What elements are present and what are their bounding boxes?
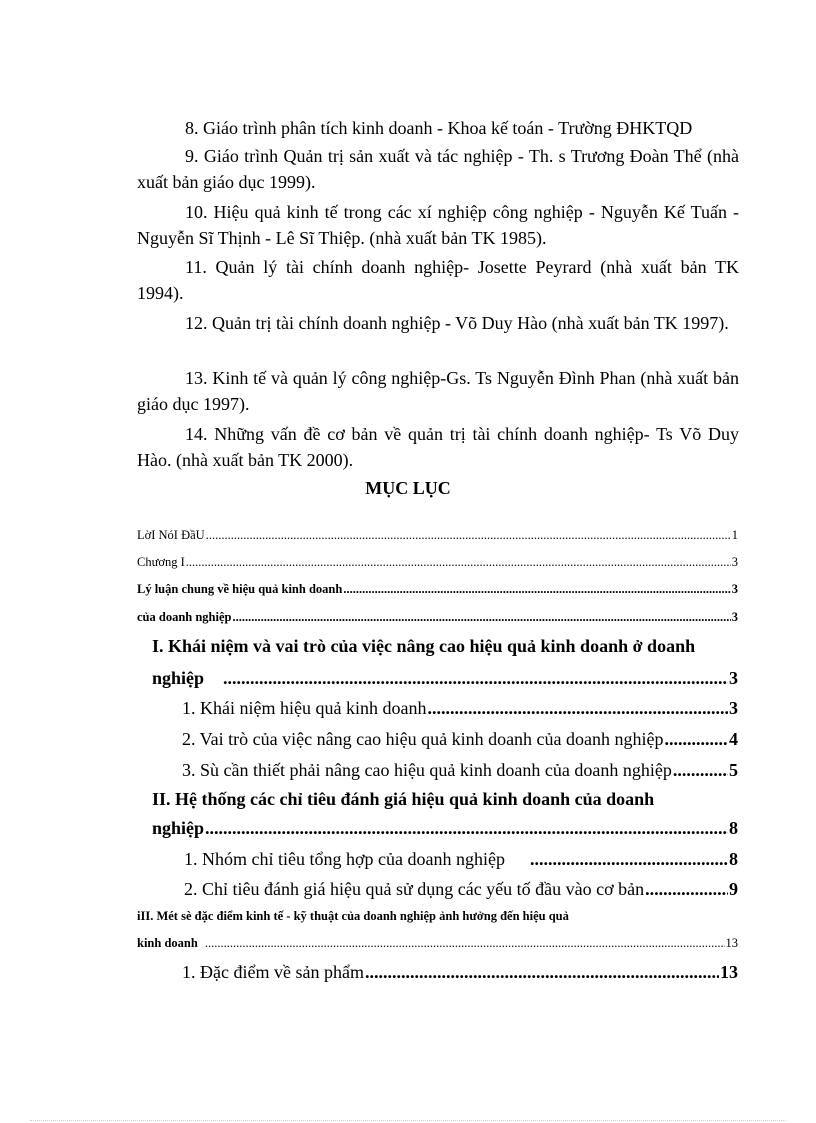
- toc-section-heading[interactable]: I. Khái niệm và vai trò của việc nâng cao hiệu quả kinh doanh ở doanh: [152, 636, 696, 656]
- toc-entry[interactable]: kinh doanh ..... 13: [137, 936, 738, 951]
- toc-entry[interactable]: nghiệp ..... 3: [152, 668, 738, 689]
- toc-entry[interactable]: 1. Đặc điểm về sản phẩm ..... 13: [182, 962, 738, 983]
- reference-item: 8. Giáo trình phân tích kinh doanh - Khoa kế toán - Trường ĐHKTQD: [185, 118, 693, 138]
- toc-entry[interactable]: 2. Vai trò của việc nâng cao hiệu quả kinh doanh của doanh nghiệp ..... 4: [182, 729, 738, 750]
- toc-section-heading[interactable]: II. Hệ thống các chỉ tiêu đánh giá hiệu quả kinh doanh của doanh: [152, 789, 655, 809]
- toc-entry[interactable]: Chương I ..... 3: [137, 555, 738, 570]
- toc-section-heading[interactable]: iII. Mét sè đặc điểm kinh tế - kỹ thuật của doanh nghiệp ảnh hưởng đến hiệu quả: [137, 909, 569, 923]
- reference-item: 9. Giáo trình Quản trị sản xuất và tác nghiệp - Th. s Trương Đoàn Thể (nhà xuất bản giáo dục 1999).: [137, 146, 739, 192]
- toc-entry[interactable]: LờI NóI ĐầU ..... 1: [137, 528, 738, 543]
- toc-entry[interactable]: 1. Nhóm chỉ tiêu tổng hợp của doanh nghiệp ..... 8: [184, 849, 738, 870]
- reference-item: 12. Quản trị tài chính doanh nghiệp - Võ Duy Hào (nhà xuất bản TK 1997).: [185, 313, 729, 333]
- toc-title: MỤC LỤC: [365, 478, 451, 498]
- toc-entry[interactable]: nghiệp ..... 8: [152, 818, 738, 839]
- reference-item: 10. Hiệu quả kinh tế trong các xí nghiệp công nghiệp - Nguyễn Kế Tuấn - Nguyễn Sĩ Thịnh - Lê Sĩ Thiệp. (nhà xuất bản TK 1985).: [137, 202, 739, 248]
- reference-item: 13. Kinh tế và quản lý công nghiệp-Gs. Ts Nguyễn Đình Phan (nhà xuất bản giáo dục 1997).: [137, 368, 739, 414]
- reference-item: 11. Quản lý tài chính doanh nghiệp- Josette Peyrard (nhà xuất bản TK 1994).: [137, 257, 739, 303]
- toc-entry[interactable]: 2. Chỉ tiêu đánh giá hiệu quả sử dụng các yếu tố đầu vào cơ bản ..... 9: [184, 879, 738, 900]
- toc-entry[interactable]: của doanh nghiệp ..... 3: [137, 610, 738, 625]
- toc-entry[interactable]: Lý luận chung về hiệu quả kinh doanh ..... 3: [137, 582, 738, 597]
- page-bottom-divider: [30, 1120, 786, 1121]
- toc-entry[interactable]: 1. Khái niệm hiệu quả kinh doanh ..... 3: [182, 698, 738, 719]
- toc-entry[interactable]: 3. Sù cần thiết phải nâng cao hiệu quả kinh doanh của doanh nghiệp ..... 5: [182, 760, 738, 781]
- reference-item: 14. Những vấn đề cơ bản về quản trị tài chính doanh nghiệp- Ts Võ Duy Hào. (nhà xuất bản TK 2000).: [137, 424, 739, 470]
